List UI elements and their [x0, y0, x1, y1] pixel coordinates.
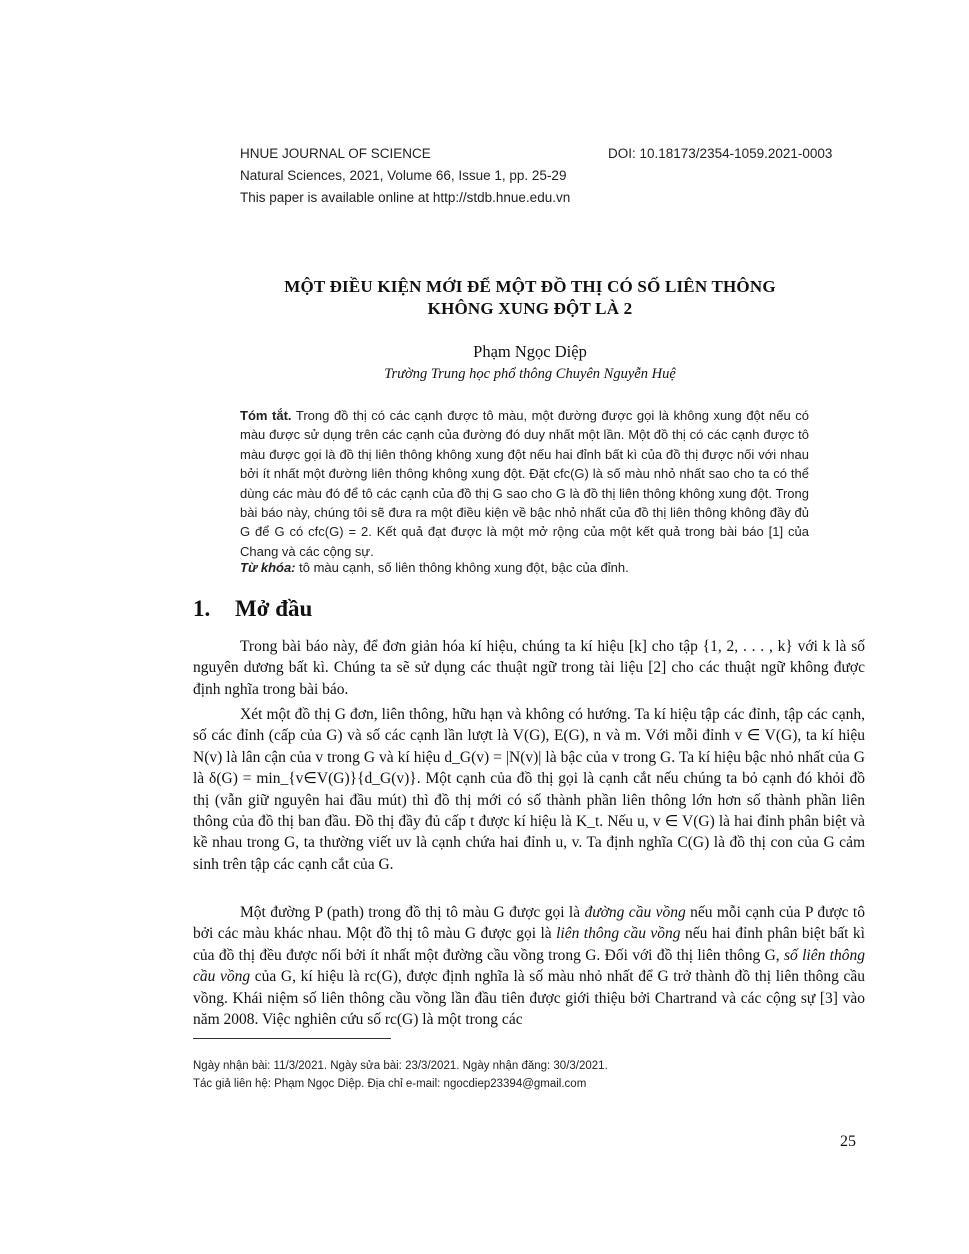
keywords-text: tô màu cạnh, số liên thông không xung đột, bậc của đỉnh.: [299, 560, 629, 575]
title-line-2: KHÔNG XUNG ĐỘT LÀ 2: [427, 299, 633, 318]
abstract-label: Tóm tắt.: [240, 408, 292, 423]
paragraph-2: [193, 704, 865, 875]
term-rainbow-connection-number: số liên thông cầu vồng: [193, 946, 865, 986]
doi: DOI: 10.18173/2354-1059.2021-0003: [608, 146, 833, 161]
page-number: 25: [840, 1133, 856, 1150]
author-name: Phạm Ngọc Diệp: [473, 342, 587, 361]
paragraph-3-text: [193, 902, 865, 1030]
abstract: [240, 406, 809, 561]
online-info: This paper is available online at http://stdb.hnue.edu.vn: [240, 190, 571, 205]
p3-part-g: của G, kí hiệu là rc(G), được định nghĩa là số màu nhỏ nhất để G trở thành đồ thị liên thông cầu vồng. Khái niệm số liên thông cầu vồng lần đầu tiên được giới thiệu bởi Chartrand và các cộng sự [3] vào năm 2008. Việc nghiên cứu số rc(G) là một trong các: [193, 968, 866, 1029]
p3-part-e: nếu hai đỉnh phân biệt bất kì của đồ thị đều được nối bởi ít nhất một đường cầu vồng trong G. Đối với đồ thị liên thông G,: [193, 925, 865, 964]
p3-part-c: nếu mỗi cạnh của P được tô bởi các màu khác nhau. Một đồ thị tô màu G được gọi là: [193, 904, 865, 943]
journal-name: HNUE JOURNAL OF SCIENCE: [240, 146, 431, 161]
term-rainbow-connected: liên thông cầu vồng: [556, 925, 681, 943]
footnote-rule: [193, 1038, 391, 1039]
paragraph-2-text: Xét một đồ thị G đơn, liên thông, hữu hạn và không có hướng. Ta kí hiệu tập các đỉnh, tập các cạnh, số các đỉnh (cấp của G) và số các cạnh lần lượt là V(G), E(G), n và m. Với mỗi đỉnh v ∈ V(G), ta kí hiệu N(v) là lân cận của v trong G và kí hiệu d_G(v) = |N(v)| là bậc của v trong G. Ta kí hiệu bậc nhỏ nhất của G là δ(G) = min_{v∈V(G)}{d_G(v)}. Một cạnh của đồ thị gọi là cạnh cắt nếu chúng ta bỏ cạnh đó khỏi đồ thị (vẫn giữ nguyên hai đầu mút) thì đồ thị mới có số thành phần liên thông lớn hơn số thành phần liên thông của đồ thị ban đầu. Đồ thị đầy đủ cấp t được kí hiệu là K_t. Nếu u, v ∈ V(G) là hai đỉnh phân biệt và kề nhau trong G, ta thường viết uv là cạnh chứa hai đỉnh u, v. Ta định nghĩa C(G) là đồ thị con của G cảm sinh trên tập các cạnh cắt của G.: [193, 706, 865, 873]
keywords-label: Từ khóa:: [240, 560, 296, 575]
term-rainbow-path: đường cầu vồng: [584, 904, 686, 921]
paragraph-3: [193, 902, 865, 1030]
footnote-contact: Tác giả liên hệ: Phạm Ngọc Diệp. Địa chỉ e-mail: ngocdiep23394@gmail.com: [193, 1078, 587, 1090]
title-line-1: MỘT ĐIỀU KIỆN MỚI ĐỂ MỘT ĐỒ THỊ CÓ SỐ LIÊN THÔNG: [284, 277, 776, 296]
keywords: [240, 560, 809, 575]
author-affiliation: Trường Trung học phổ thông Chuyên Nguyễn Huệ: [384, 366, 676, 382]
section-heading: [193, 596, 312, 622]
abstract-text: Trong đồ thị có các cạnh được tô màu, một đường được gọi là không xung đột nếu có màu được sử dụng trên các cạnh của đường đó duy nhất một lần. Một đồ thị có các cạnh được tô màu được gọi là đồ thị liên thông không xung đột nếu hai đỉnh bất kì của đồ thị được nối với nhau bởi ít nhất một đường liên thông không xung đột. Đặt cfc(G) là số màu nhỏ nhất sao cho ta có thể dùng các màu đó để tô các cạnh của đồ thị G sao cho G là đồ thị liên thông không xung đột. Trong bài báo này, chúng tôi sẽ đưa ra một điều kiện về bậc nhỏ nhất của đồ thị liên thông không đầy đủ G để G có cfc(G) = 2. Kết quả đạt được là một mở rộng của một kết quả trong bài báo [1] của Chang và các cộng sự.: [240, 408, 809, 559]
section-number: 1.: [193, 596, 211, 621]
paragraph-1-text: Trong bài báo này, để đơn giản hóa kí hiệu, chúng ta kí hiệu [k] cho tập {1, 2, . . . , k} với k là số nguyên dương bất kì. Chúng ta sẽ sử dụng các thuật ngữ trong tài liệu [2] cho các thuật ngữ không được định nghĩa trong bài báo.: [193, 638, 865, 698]
p3-part-a: Một đường P (path) trong đồ thị tô màu G được gọi là: [240, 904, 585, 921]
footnote-dates: Ngày nhận bài: 11/3/2021. Ngày sửa bài: 23/3/2021. Ngày nhận đăng: 30/3/2021.: [193, 1060, 608, 1072]
paragraph-1: [193, 636, 865, 700]
issue-info: Natural Sciences, 2021, Volume 66, Issue 1, pp. 25-29: [240, 168, 567, 183]
section-title: Mở đầu: [235, 596, 313, 621]
